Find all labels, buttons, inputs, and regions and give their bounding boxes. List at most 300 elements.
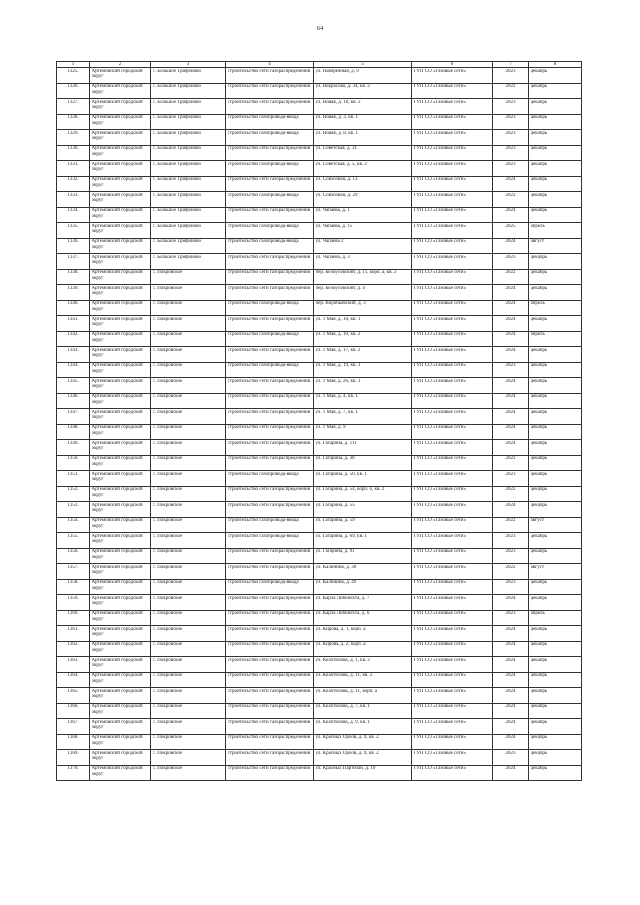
municipality-text: Артемовский городской округ [91, 688, 143, 700]
table-row [57, 734, 582, 750]
municipality-cell [90, 564, 151, 580]
municipality-text: Артемовский городской округ [91, 611, 143, 622]
municipality-text: Артемовский городской округ [91, 285, 143, 297]
work-type-text: строительство газопровода-ввода [227, 363, 299, 368]
table-row [57, 223, 582, 239]
work-type-text: строительство сети газораспределения [227, 270, 311, 275]
settlement-text: с. Большое Трифоново [152, 223, 201, 229]
organization-cell [412, 83, 493, 99]
work-type-text: строительство газопровода-ввода [227, 223, 299, 229]
year-cell [493, 347, 529, 363]
organization-cell [412, 130, 493, 146]
settlement-text: с. Покровское [152, 502, 183, 508]
work-type-cell [226, 672, 314, 688]
work-type-text: строительство сети газораспределения [227, 502, 311, 508]
row-number-text: 1352. [67, 487, 79, 492]
month-cell [529, 734, 582, 750]
month-cell [529, 424, 582, 440]
row-number-cell [57, 176, 90, 192]
municipality-text: Артемовский городской округ [91, 564, 143, 576]
address-text: ул. 1 Мая, д. 9 [315, 425, 346, 430]
settlement-text: с. Покровское [152, 285, 183, 291]
organization-text: ГУП СО «Газовые сети» [413, 688, 466, 694]
table-body [57, 68, 582, 781]
work-type-cell [226, 130, 314, 146]
work-type-cell [226, 254, 314, 270]
address-text: ул. Советская, д. 5, кв. 2 [315, 161, 367, 167]
work-type-cell [226, 688, 314, 704]
work-type-cell [226, 362, 314, 378]
row-number-text: 1325. [67, 68, 79, 74]
table-row [57, 254, 582, 270]
year-text: 2023 [505, 146, 516, 151]
municipality-cell [90, 610, 151, 626]
month-text: декабрь [530, 595, 548, 601]
organization-cell [412, 502, 493, 518]
row-number-cell [57, 99, 90, 115]
work-type-cell [226, 223, 314, 239]
page-number: 64 [316, 25, 324, 32]
table-row [57, 455, 582, 471]
year-text: 2024 [505, 657, 516, 663]
settlement-cell [151, 517, 226, 533]
month-cell [529, 409, 582, 425]
month-cell [529, 579, 582, 595]
address-text: ул. Чапаева, д. 1 [315, 208, 350, 213]
month-cell [529, 145, 582, 161]
municipality-text: Артемовский городской округ [91, 254, 143, 266]
municipality-text: Артемовский городской округ [91, 192, 143, 204]
table-row [57, 626, 582, 642]
table-row [57, 502, 582, 518]
row-number-cell [57, 362, 90, 378]
municipality-cell [90, 285, 151, 301]
row-number-text: 1364. [67, 673, 79, 678]
year-cell [493, 703, 529, 719]
organization-cell [412, 207, 493, 223]
settlement-cell [151, 657, 226, 673]
settlement-cell [151, 331, 226, 347]
table-row [57, 300, 582, 316]
row-number-text: 1336. [67, 239, 79, 244]
row-number-text: 1358. [67, 580, 79, 585]
address-text: ул. 1 Мая, д. 19, кв. 1 [315, 363, 361, 368]
year-text: 2025 [505, 223, 516, 229]
organization-text: ГУП СО «Газовые сети» [413, 409, 466, 415]
month-text: декабрь [530, 502, 548, 508]
settlement-cell [151, 719, 226, 735]
row-number-text: 1329. [67, 130, 79, 136]
municipality-cell [90, 254, 151, 270]
row-number-cell [57, 207, 90, 223]
settlement-text: с. Покровское [152, 750, 183, 756]
table-row [57, 130, 582, 146]
table-row [57, 161, 582, 177]
address-cell [314, 750, 412, 766]
year-cell [493, 579, 529, 595]
municipality-text: Артемовский городской округ [91, 533, 143, 545]
settlement-cell [151, 378, 226, 394]
column-number: 8 [529, 62, 582, 68]
work-type-text: строительство сети газораспределения [227, 177, 311, 182]
address-text: ул. Колотилова, д. 7, кв. 1 [315, 704, 370, 709]
table-row [57, 672, 582, 688]
address-cell [314, 517, 412, 533]
month-text: декабрь [530, 146, 548, 151]
year-text: 2024 [505, 409, 516, 415]
table-row [57, 238, 582, 254]
address-cell [314, 533, 412, 549]
year-text: 2023 [505, 533, 516, 539]
table-row [57, 610, 582, 626]
row-number-cell [57, 517, 90, 533]
municipality-cell [90, 269, 151, 285]
year-text: 2024 [505, 316, 516, 322]
address-text: ул. Колотилова, д. 9, кв. 1 [315, 719, 370, 725]
address-text: ул. Гагарина, д. 50, кв. 1 [315, 471, 367, 477]
address-text: пер. Белоусовский, д. 4 [315, 285, 365, 291]
organization-cell [412, 734, 493, 750]
organization-cell [412, 440, 493, 456]
column-number: 6 [412, 62, 493, 68]
address-text: ул. Красных Орлов, д. 9, кв. 2 [315, 735, 379, 740]
month-text: декабрь [530, 254, 548, 260]
municipality-text: Артемовский городской округ [91, 115, 143, 126]
municipality-cell [90, 517, 151, 533]
year-text: 2022 [505, 456, 516, 461]
organization-text: ГУП СО «Газовые сети» [413, 223, 466, 229]
municipality-cell [90, 161, 151, 177]
row-number-text: 1331. [67, 161, 79, 167]
municipality-cell [90, 99, 151, 115]
settlement-cell [151, 114, 226, 130]
year-text: 2023 [505, 68, 516, 74]
table-row [57, 750, 582, 766]
row-number-text: 1332. [67, 177, 79, 182]
organization-cell [412, 99, 493, 115]
address-cell [314, 564, 412, 580]
address-cell [314, 238, 412, 254]
organization-cell [412, 595, 493, 611]
month-cell [529, 765, 582, 781]
work-type-cell [226, 595, 314, 611]
settlement-cell [151, 223, 226, 239]
year-text: 2024 [505, 208, 516, 213]
settlement-cell [151, 579, 226, 595]
address-text: ул. Гагарина, д. 54, корп. б, кв. 2 [315, 487, 385, 492]
municipality-cell [90, 595, 151, 611]
year-text: 2024 [505, 673, 516, 678]
work-type-text: строительство сети газораспределения [227, 68, 311, 74]
settlement-text: с. Покровское [152, 719, 183, 725]
row-number-text: 1347. [67, 409, 79, 415]
municipality-cell [90, 409, 151, 425]
table-row [57, 99, 582, 115]
work-type-cell [226, 703, 314, 719]
month-cell [529, 254, 582, 270]
settlement-text: с. Большое Трифоново [152, 68, 201, 74]
year-cell [493, 548, 529, 564]
year-text: 2023 [505, 750, 516, 756]
month-cell [529, 331, 582, 347]
year-cell [493, 68, 529, 84]
organization-text: ГУП СО «Газовые сети» [413, 208, 466, 213]
row-number-text: 1363. [67, 657, 79, 663]
address-text: ул. Чапаева 2 [315, 239, 344, 244]
table-row [57, 719, 582, 735]
year-text: 2024 [505, 440, 516, 446]
month-text: декабрь [530, 719, 548, 725]
row-number-cell [57, 564, 90, 580]
table-row [57, 331, 582, 347]
month-cell [529, 672, 582, 688]
settlement-cell [151, 238, 226, 254]
year-cell [493, 254, 529, 270]
organization-cell [412, 238, 493, 254]
settlement-cell [151, 750, 226, 766]
year-text: 2024 [505, 239, 516, 244]
address-cell [314, 130, 412, 146]
month-cell [529, 223, 582, 239]
month-cell [529, 688, 582, 704]
work-type-cell [226, 471, 314, 487]
address-cell [314, 703, 412, 719]
work-type-text: строительство сети газораспределения [227, 688, 311, 694]
organization-text: ГУП СО «Газовые сети» [413, 239, 466, 244]
settlement-cell [151, 83, 226, 99]
municipality-text: Артемовский городской округ [91, 673, 143, 684]
work-type-cell [226, 765, 314, 781]
year-text: 2022 [505, 487, 516, 492]
work-type-cell [226, 176, 314, 192]
month-text: декабрь [530, 115, 548, 120]
address-text: пер. Белоусовский, д. 11, корп. а, кв. 2 [315, 270, 397, 275]
address-cell [314, 378, 412, 394]
organization-text: ГУП СО «Газовые сети» [413, 456, 466, 461]
municipality-cell [90, 750, 151, 766]
settlement-text: с. Покровское [152, 735, 183, 740]
organization-cell [412, 409, 493, 425]
municipality-cell [90, 238, 151, 254]
month-text: декабрь [530, 208, 548, 213]
municipality-cell [90, 657, 151, 673]
organization-text: ГУП СО «Газовые сети» [413, 192, 466, 198]
municipality-cell [90, 378, 151, 394]
table-row [57, 362, 582, 378]
settlement-text: с. Покровское [152, 409, 183, 415]
work-type-cell [226, 238, 314, 254]
work-type-cell [226, 99, 314, 115]
work-type-text: строительство газопровода-ввода [227, 161, 299, 167]
year-text: 2024 [505, 378, 516, 384]
year-cell [493, 564, 529, 580]
address-text: ул. Кирова, д. 2, корп. а [315, 642, 366, 647]
address-text: ул. Гагарина, д. 91 [315, 549, 355, 554]
work-type-cell [226, 548, 314, 564]
municipality-text: Артемовский городской округ [91, 735, 143, 746]
address-cell [314, 719, 412, 735]
year-cell [493, 455, 529, 471]
settlement-text: с. Покровское [152, 347, 183, 353]
work-type-cell [226, 161, 314, 177]
municipality-cell [90, 734, 151, 750]
organization-text: ГУП СО «Газовые сети» [413, 146, 466, 151]
municipality-cell [90, 765, 151, 781]
work-type-text: строительство сети газораспределения [227, 595, 311, 601]
settlement-cell [151, 440, 226, 456]
month-text: август [530, 239, 545, 244]
table-row [57, 192, 582, 208]
address-cell [314, 424, 412, 440]
work-type-cell [226, 626, 314, 642]
month-text: декабрь [530, 487, 548, 492]
year-text: 2024 [505, 332, 516, 337]
work-type-text: строительство газопровода-ввода [227, 518, 299, 523]
municipality-text: Артемовский городской округ [91, 502, 143, 514]
address-text: ул. 1 Мая, д. 4, кв. 1 [315, 394, 358, 399]
municipality-text: Артемовский городской округ [91, 657, 143, 669]
municipality-cell [90, 703, 151, 719]
month-cell [529, 207, 582, 223]
settlement-cell [151, 161, 226, 177]
row-number-cell [57, 750, 90, 766]
municipality-cell [90, 719, 151, 735]
table-row [57, 486, 582, 502]
settlement-text: с. Покровское [152, 564, 183, 570]
organization-text: ГУП СО «Газовые сети» [413, 254, 466, 260]
work-type-cell [226, 68, 314, 84]
table-row [57, 378, 582, 394]
work-type-text: строительство сети газораспределения [227, 440, 311, 446]
work-type-cell [226, 285, 314, 301]
year-cell [493, 672, 529, 688]
month-cell [529, 626, 582, 642]
work-type-cell [226, 83, 314, 99]
row-number-cell [57, 393, 90, 409]
month-text: август [530, 564, 545, 570]
row-number-text: 1354. [67, 518, 79, 523]
organization-cell [412, 471, 493, 487]
organization-text: ГУП СО «Газовые сети» [413, 130, 466, 136]
address-cell [314, 440, 412, 456]
row-number-cell [57, 409, 90, 425]
month-text: апрель [530, 611, 545, 616]
organization-text: ГУП СО «Газовые сети» [413, 301, 466, 306]
work-type-text: строительство газопровода-ввода [227, 192, 299, 198]
work-type-text: строительство сети газораспределения [227, 549, 311, 554]
work-type-text: строительство газопровода-ввода [227, 533, 299, 539]
work-type-cell [226, 750, 314, 766]
year-text: 2024 [505, 704, 516, 709]
work-type-text: строительство сети газораспределения [227, 99, 311, 105]
settlement-text: с. Покровское [152, 766, 183, 771]
organization-cell [412, 176, 493, 192]
month-text: декабрь [530, 409, 548, 415]
year-cell [493, 99, 529, 115]
municipality-text: Артемовский городской округ [91, 208, 143, 219]
row-number-cell [57, 533, 90, 549]
work-type-cell [226, 455, 314, 471]
municipality-cell [90, 533, 151, 549]
work-type-text: строительство сети газораспределения [227, 285, 311, 291]
row-number-cell [57, 440, 90, 456]
row-number-cell [57, 765, 90, 781]
settlement-text: с. Покровское [152, 332, 183, 337]
municipality-text: Артемовский городской округ [91, 549, 143, 560]
work-type-cell [226, 409, 314, 425]
year-cell [493, 626, 529, 642]
year-cell [493, 223, 529, 239]
month-cell [529, 703, 582, 719]
table-row [57, 145, 582, 161]
year-cell [493, 765, 529, 781]
organization-cell [412, 564, 493, 580]
year-cell [493, 300, 529, 316]
row-number-cell [57, 703, 90, 719]
month-text: декабрь [530, 673, 548, 678]
month-text: декабрь [530, 440, 548, 446]
municipality-cell [90, 626, 151, 642]
row-number-cell [57, 719, 90, 735]
year-text: 2024 [505, 595, 516, 601]
year-cell [493, 486, 529, 502]
municipality-cell [90, 192, 151, 208]
organization-cell [412, 223, 493, 239]
municipality-text: Артемовский городской округ [91, 270, 143, 281]
address-cell [314, 223, 412, 239]
municipality-text: Артемовский городской округ [91, 239, 143, 250]
month-cell [529, 393, 582, 409]
organization-text: ГУП СО «Газовые сети» [413, 766, 466, 771]
row-number-text: 1351. [67, 471, 79, 477]
month-cell [529, 285, 582, 301]
municipality-cell [90, 362, 151, 378]
row-number-cell [57, 83, 90, 99]
address-text: ул. Совхозная, д. 29 [315, 192, 358, 198]
municipality-text: Артемовский городской округ [91, 363, 143, 374]
month-text: декабрь [530, 657, 548, 663]
work-type-text: строительство сети газораспределения [227, 626, 311, 632]
municipality-text: Артемовский городской округ [91, 99, 143, 111]
row-number-text: 1367. [67, 719, 79, 725]
address-cell [314, 114, 412, 130]
table-row [57, 533, 582, 549]
work-type-cell [226, 502, 314, 518]
row-number-text: 1342. [67, 332, 79, 337]
municipality-cell [90, 548, 151, 564]
municipality-cell [90, 688, 151, 704]
row-number-cell [57, 657, 90, 673]
year-text: 2023 [505, 471, 516, 477]
month-text: декабрь [530, 316, 548, 322]
address-cell [314, 455, 412, 471]
year-cell [493, 641, 529, 657]
organization-text: ГУП СО «Газовые сети» [413, 161, 466, 167]
work-type-text: строительство сети газораспределения [227, 425, 311, 430]
row-number-cell [57, 579, 90, 595]
work-type-text: строительство сети газораспределения [227, 735, 311, 740]
month-cell [529, 316, 582, 332]
settlement-text: с. Большое Трифоново [152, 177, 201, 182]
month-text: декабрь [530, 549, 548, 554]
address-cell [314, 176, 412, 192]
municipality-text: Артемовский городской округ [91, 316, 143, 328]
address-cell [314, 161, 412, 177]
year-cell [493, 207, 529, 223]
address-cell [314, 300, 412, 316]
month-cell [529, 548, 582, 564]
year-text: 2022 [505, 192, 516, 198]
